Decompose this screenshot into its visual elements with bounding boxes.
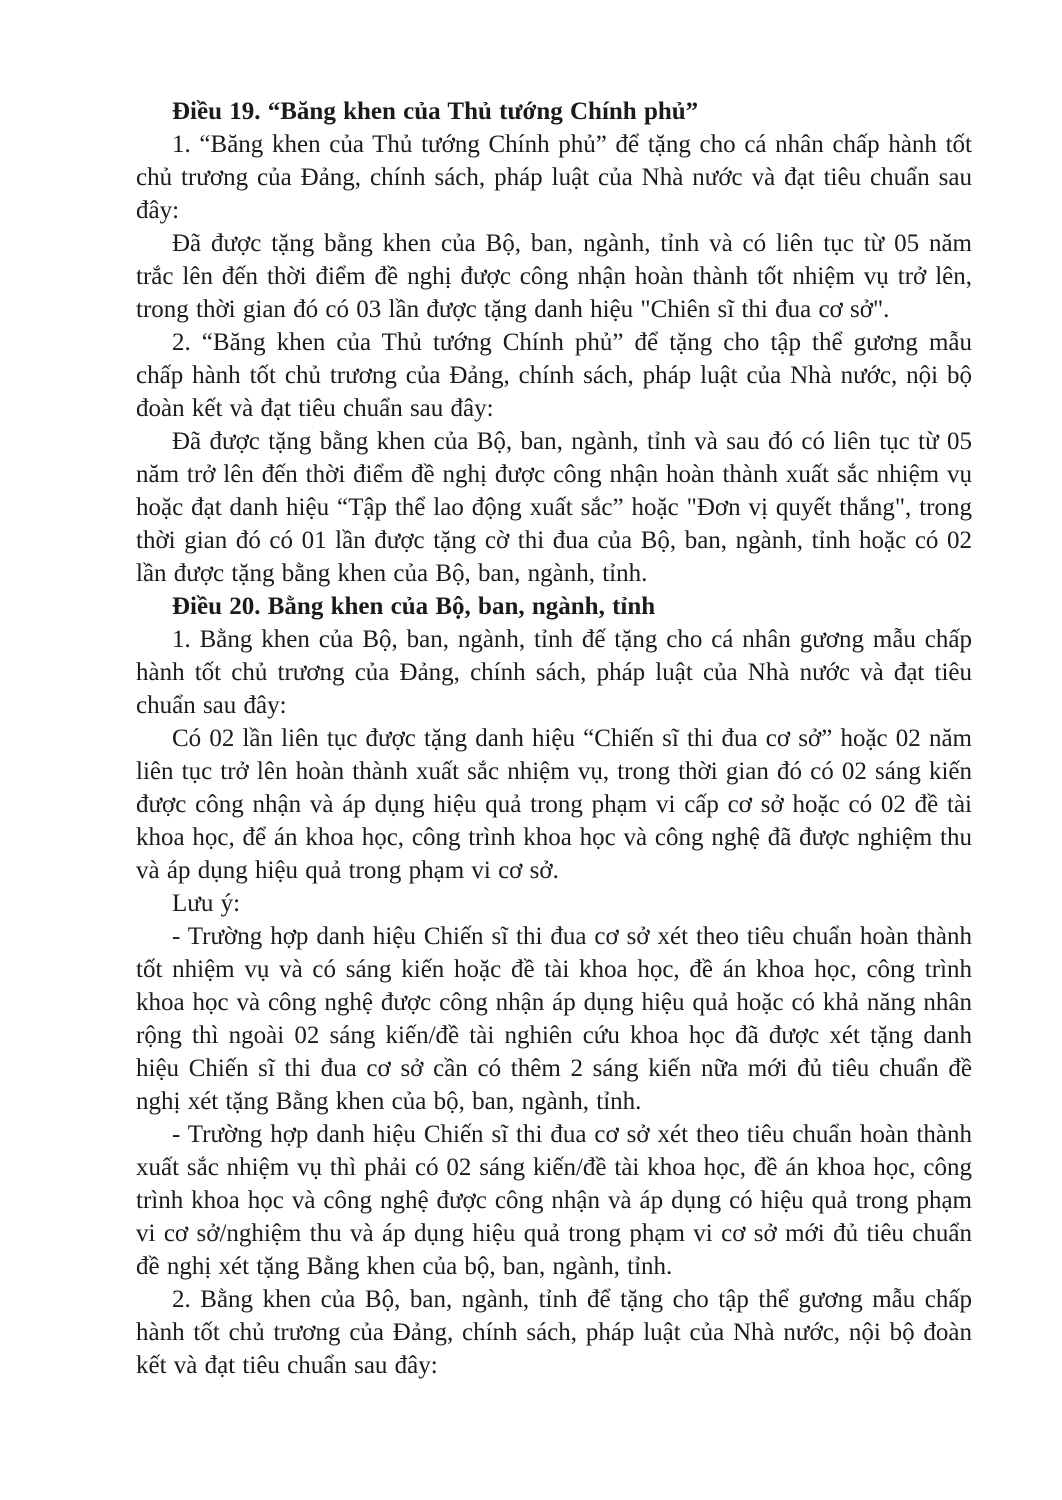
note-label: Lưu ý:: [172, 890, 241, 917]
para-20-clause-1-criteria: Có 02 lần liên tục được tặng danh hiệu “Chiến sĩ thi đua cơ sở” hoặc 02 năm liên tục trở lên hoàn thành xuất sắc nhiệm vụ, trong thời gian đó có 02 sáng kiến được công nhận và áp dụng hiệu quả trong phạm vi cấp cơ sở hoặc có 02 đề tài khoa học, để án khoa học, công trình khoa học và công nghệ đã được nghiệm thu và áp dụng hiệu quả trong phạm vi cơ sở.: [136, 725, 972, 884]
article-19-heading: Điều 19. “Băng khen của Thủ tướng Chính phủ”: [172, 98, 699, 125]
para-19-clause-1: 1. “Băng khen của Thủ tướng Chính phủ” để tặng cho cá nhân chấp hành tốt chủ trương của Đảng, chính sách, pháp luật của Nhà nước và đạt tiêu chuẩn sau đây:: [136, 131, 972, 224]
para-20-clause-2: 2. Bằng khen của Bộ, ban, ngành, tỉnh để tặng cho tập thể gương mẫu chấp hành tốt chủ trương của Đảng, chính sách, pháp luật của Nhà nước, nội bộ đoàn kết và đạt tiêu chuẩn sau đây:: [136, 1286, 972, 1379]
note-item-2: - Trường hợp danh hiệu Chiến sĩ thi đua cơ sở xét theo tiêu chuẩn hoàn thành xuất sắc nhiệm vụ thì phải có 02 sáng kiến/đề tài khoa học, đề án khoa học, công trình khoa học và công nghệ được công nhận và áp dụng có hiệu quả trong phạm vi cơ sở/nghiệm thu và áp dụng hiệu quả trong phạm vi cơ sở mới đủ tiêu chuẩn đề nghị xét tặng Bằng khen của bộ, ban, ngành, tỉnh.: [136, 1121, 972, 1280]
article-20-heading: Điều 20. Bằng khen của Bộ, ban, ngành, tỉnh: [172, 593, 656, 620]
para-19-clause-1-criteria: Đã được tặng bằng khen của Bộ, ban, ngành, tỉnh và có liên tục từ 05 năm trắc lên đến thời điểm đề nghị được công nhận hoàn thành tốt nhiệm vụ trở lên, trong thời gian đó có 03 lần được tặng danh hiệu "Chiên sĩ thi đua cơ sở".: [136, 230, 972, 323]
note-item-1: - Trường hợp danh hiệu Chiến sĩ thi đua cơ sở xét theo tiêu chuẩn hoàn thành tốt nhiệm vụ và có sáng kiến hoặc đề tài khoa học, đề án khoa học, công trình khoa học và công nghệ được công nhận áp dụng hiệu quả hoặc có khả năng nhân rộng thì ngoài 02 sáng kiến/đề tài nghiên cứu khoa học đã được xét tặng danh hiệu Chiến sĩ thi đua cơ sở cần có thêm 2 sáng kiến nữa mới đủ tiêu chuẩn đề nghị xét tặng Bằng khen của bộ, ban, ngành, tỉnh.: [136, 923, 972, 1115]
para-19-clause-2-criteria: Đã được tặng bằng khen của Bộ, ban, ngành, tỉnh và sau đó có liên tục từ 05 năm trở lên đến thời điểm đề nghị được công nhận hoàn thành xuất sắc nhiệm vụ hoặc đạt danh hiệu “Tập thể lao động xuất sắc” hoặc "Đơn vị quyết thắng", trong thời gian đó có 01 lần được tặng cờ thi đua của Bộ, ban, ngành, tỉnh hoặc có 02 lần được tặng bằng khen của Bộ, ban, ngành, tỉnh.: [136, 428, 972, 587]
para-20-clause-1: 1. Bằng khen của Bộ, ban, ngành, tỉnh đế tặng cho cá nhân gương mẫu chấp hành tốt chủ trương của Đảng, chính sách, pháp luật của Nhà nước và đạt tiêu chuẩn sau đây:: [136, 626, 972, 719]
para-19-clause-2: 2. “Băng khen của Thủ tướng Chính phủ” để tặng cho tập thể gương mẫu chấp hành tốt chủ trương của Đảng, chính sách, pháp luật của Nhà nước, nội bộ đoàn kết và đạt tiêu chuẩn sau đây:: [136, 329, 972, 422]
